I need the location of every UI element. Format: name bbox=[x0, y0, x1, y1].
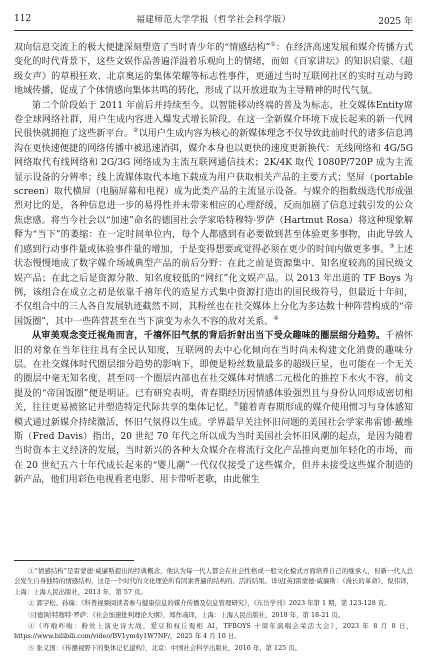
footnote-2: ② 郭宇松、孙瑞：《科普视频阅读者参与健康信息的媒介传播及信息管理研究》，《东岳学刊》2023 年第 1 期，第 123-128 页。 bbox=[28, 599, 391, 608]
paragraph-3-thesis: 从审美观念变迁视角而言，千禧怀旧气氛的背后折射出当下受众趣味的圈层细分趋势。 bbox=[32, 330, 386, 342]
header-rule bbox=[14, 30, 413, 31]
footnote-ref-2[interactable]: ② bbox=[133, 127, 139, 135]
article-body bbox=[14, 41, 413, 488]
footnote-divider bbox=[14, 560, 134, 561]
footnote-4: ④《咋啦咋啦：粉丝上演史诗大战，爱豆和权丘观相 AI，TFBOYS 十周年演唱会荣活大会》，2023 年 8 月 8 日，https://www.bilibili.com/video/BV1ym4y1W7NF/，2025 年 4 月 10 日。 bbox=[14, 622, 413, 641]
page-number: 112 bbox=[14, 14, 32, 24]
footnote-ref-3[interactable]: ③ bbox=[389, 242, 395, 250]
publication-year: 2025 年 bbox=[378, 17, 413, 27]
footnote-ref-4[interactable]: ④ bbox=[273, 314, 279, 322]
page-header bbox=[0, 0, 427, 34]
footnote-ref-1[interactable]: ① bbox=[270, 40, 276, 48]
footnote-3: ③[德]哈特穆特·罗萨：《社会加速批判理论大纲》，郑作彧译，上海：上海人民出版社，2018 年，第 18-21 页。 bbox=[28, 610, 345, 619]
footnotes bbox=[14, 566, 413, 654]
footnote-ref-5[interactable]: ⑤ bbox=[233, 401, 240, 409]
journal-title: 福建师范大学学报（哲学社会科学版） bbox=[136, 15, 291, 25]
paragraph-3: 从审美观念变迁视角而言，千禧怀旧气氛的背后折射出当下受众趣味的圈层细分趋势。千禧怀旧的对象在当年往往具有全民认知度，互联网的去中心化倾向在当时尚未构建文化消费的趣味分层。在社交媒体时代圈层细分趋势的影响下，即便是粉丝数量最多的超级巨星，也可能在一个无关的圈层中毫无知名度，甚至同一个圈层内部也在社交媒体对情感二元极化的推控下水火不容，前文提及的“帝国饭圈”便是明证。已有研究表明，青春期经历因情感体验强烈且与身份认同形成密切相关，往往更易被铭记并塑造特定代际共享的集体记忆。⑤随着青春期形成的媒介使用惯习与身体感知模式通过新媒介持续激活，怀旧气氛得以生成。学界最早关注怀旧问题的美国社会学家弗雷德·戴维斯（Fred Davis）指出，20 世纪 70 年代之所以成为当时美国社会怀旧风潮的起点，是因为随着当时资本主义经济的发展，当时新兴的各种大众媒介在将流行文化产品推向更加年轻化的市场，而在 20 世纪五六十年代成长起来的“婴儿潮”一代仅仅接受了这些媒介，但并未接受这些媒介制造的新产品，他们用彩色电视看老电影、用卡带听老歌，由此催生 bbox=[14, 330, 413, 486]
paragraph-2: 第二个阶段始于 2011 年前后并持续至今。以智能移动终端的普及为标志，社交媒体Entity席卷全球网络社群，用户生成内容进入爆发式增长阶段，在这一全新媒介环境下成长起来的新一代网民很快就拥抱了这些新平台。②以用户生成内容为核心的新媒体理念不仅导致此前时代的诸多信息鸿沟在更快速便捷的网络传播中被迅速消弭，媒介本身也以更快的速度更新换代：无线网络和 4G/5G 网络取代有线网络和 2G/3G 网络成为主流互联网通信技术；2K/4K 取代 1080P/720P 成为主流显示设备的分辨率；线上流媒体取代本地下载成为用户获取相关产品的主要方式；坚屏（portable screen）取代横屏（电脑屏幕和电视）成为此类产品的主流显示设备。与媒介的指数级迭代形成强烈对比的是，各种信息进一步的易得性并未带来相应的心理舒缓，反而加剧了信息过载引发的公众焦虑感。将当今社会以“加速”命名的德国社会学家哈特穆特·罗萨（Hartmut Rosa）将这种现象解释为“当下”的萎缩：在一定时间单位内，每个人都感到有必要做到甚至体验更多事物，由此导致人们感到行动事件量或体验事件量的增加，于是变得想要或觉得必须在更少的时间内做更多事。③上述状态慢慢地成了数字媒介场域典型产品的前后分野：在此之前是资源集中、知名度较高的国民级文娱产品；在此之后是资源分散、知名度较低的“网红”化文娱产品。以 2013 年出道的 TF Boys 为例，该组合在成立之初是依靠千禧年代的造星方式集中资源打造出的国民级符号，但最近十年间，不仅组合中的三人各自发展轨迹截然不同，其粉丝也在社交媒体上分化为多达数十种阵营构成的“帝国饭圈”，其中一些阵营甚至在当下演变为永久不容的敌对关系。④ bbox=[14, 100, 413, 327]
footnote-5: ⑤ 张义国：《传播视野下的集体记忆建构》，北京：中国社会科学出版社，2016 年，第 125 页。 bbox=[28, 643, 302, 652]
footnote-1: ①“情感结构”是雷蒙德·威廉斯提出的经典概念，他认为每一代人都会在社会性格或一般文化模式方面培养自己的继承人，但新一代人总会发生自身独特的情感结构，这是一个时代的文化理论所有因素普遍的结构的、活的结果。详见[英]雷蒙德·威廉斯：《漫长的革命》，倪伟译，上海：上海人民出版社，2013 年，第 57 页。 bbox=[14, 567, 413, 596]
paragraph-1: 双向信息交流上的极大便捷深刻塑造了当时青少年的“情感结构”①：在经济高速发展和媒介传播方式变化的时代背景下，这些文娱作品善遍洋溢着乐观向上的情绪，而如《百家讲坛》的知识启蒙、《超级女声》的草根狂欢、北京奥运的集体荣耀等标志性事件，更通过当时互联网社区的实时互动与跨地域传播，促成了个体情感向集体共鸣的转化，形成了以开放进取为主导精神的时代气氛。 bbox=[14, 40, 413, 97]
